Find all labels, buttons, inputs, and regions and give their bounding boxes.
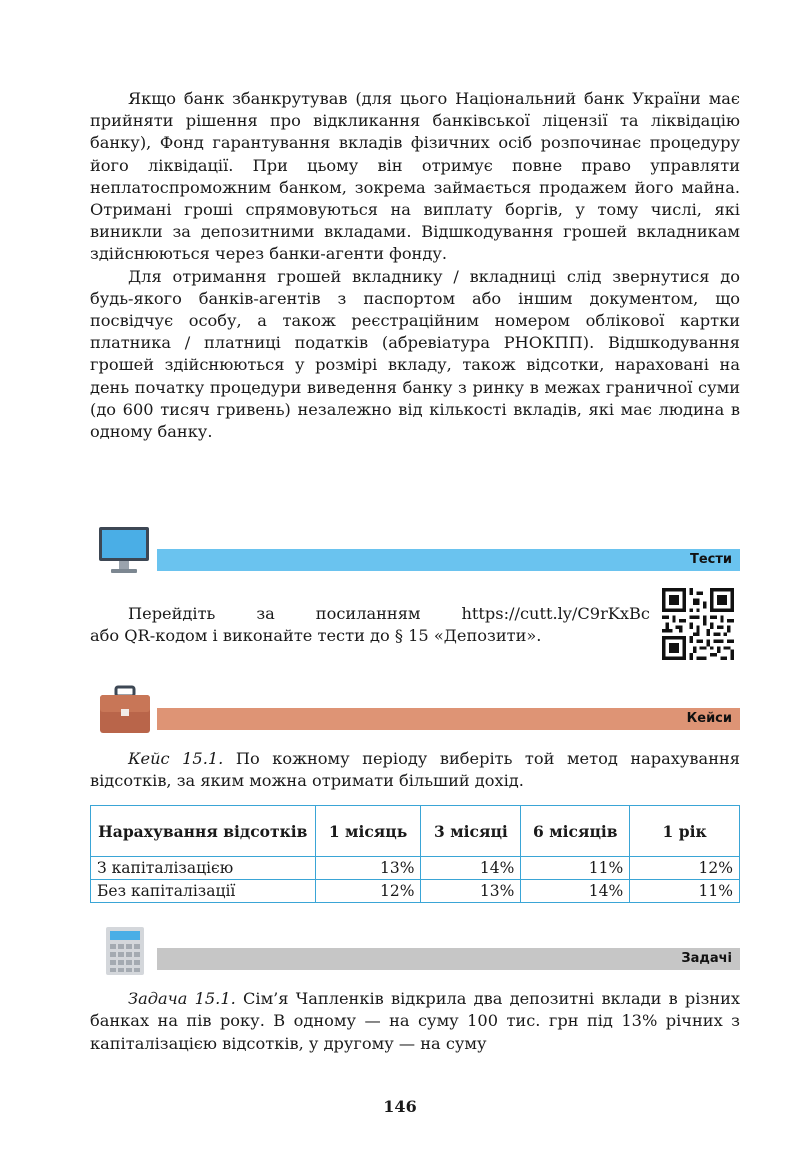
table-header: 3 місяці (421, 806, 521, 857)
monitor-icon (98, 526, 150, 576)
case-title: Кейс 15.1. (128, 749, 224, 768)
table-header: 1 місяць (315, 806, 421, 857)
page-number: 146 (383, 1097, 417, 1116)
briefcase-icon (99, 685, 151, 735)
tests-line-1: Перейдіть за посиланням https://cutt.ly/C9rKxBc (128, 604, 650, 623)
table-header: 1 рік (630, 806, 740, 857)
tests-banner (157, 549, 740, 571)
table-row (91, 880, 740, 903)
table-row (91, 857, 740, 880)
table-header: Нарахування відсотків (91, 806, 316, 857)
table-header-row (91, 806, 740, 857)
case-body: По кожному періоду виберіть той метод нарахування відсотків, за яким можна отримати більший дохід. (90, 749, 740, 791)
tests-line-2: або QR-кодом і виконайте тести до § 15 «Депозити». (90, 626, 542, 646)
task-body: Сім’я Чапленків відкрила два депозитні вклади в різних банках на пів року. В одному — на суму 100 тис. грн під 13% річних з капіталізацією відсотків, у другому — на суму (90, 989, 741, 1053)
cases-banner (157, 708, 740, 730)
table-cell: 12% (630, 857, 740, 880)
tests-text (90, 603, 650, 648)
table-cell: З капіталізацією (91, 857, 316, 880)
task-text (90, 988, 740, 1055)
cases-label: Кейси (686, 711, 732, 726)
table-cell: 14% (421, 857, 521, 880)
table-cell: 11% (630, 880, 740, 903)
tasks-label: Задачі (681, 951, 732, 966)
tasks-banner (157, 948, 740, 970)
table-cell: 14% (521, 880, 630, 903)
table-cell: 11% (521, 857, 630, 880)
table-header: 6 місяців (521, 806, 630, 857)
table-cell: 13% (315, 857, 421, 880)
qr-code[interactable] (662, 588, 734, 660)
calculator-icon (105, 926, 145, 976)
case-text (90, 748, 740, 793)
table-cell: 12% (315, 880, 421, 903)
paragraph-2: Для отримання грошей вкладнику / вкладниці слід звернутися до будь-якого банків-агентів з паспортом або іншим документом, що посвідчує особу, а також реєстраційним номером облікової картки платника / платниці податків (абревіатура РНОКПП). Відшкодування грошей здійснюються у розмірі вкладу, також відсотки, нараховані на день початку процедури виведення банку з ринку в межах граничної суми (до 600 тисяч гривень) незалежно від кількості вкладів, які має людина в одному банку. (90, 266, 740, 442)
table-cell: 13% (421, 880, 521, 903)
paragraph-1: Якщо банк збанкрутував (для цього Національний банк України має прийняти рішення про відкликання банківської ліцензії та ліквідацію банку), Фонд гарантування вкладів фізичних осіб розпочинає процедуру його ліквідації. При цьому він отримує повне право управляти неплатоспроможним банком, зокрема займається продажем його майна. Отримані гроші спрямовуються на виплату боргів, у тому числі, які виникли за депозитними вкладами. Відшкодування грошей вкладникам здійснюються через банки-агенти фонду. (90, 89, 740, 264)
table-cell: Без капіталізації (91, 880, 316, 903)
interest-table (90, 805, 740, 903)
task-title: Задача 15.1. (128, 989, 236, 1008)
tests-label: Тести (689, 552, 732, 567)
body-text (90, 88, 740, 443)
